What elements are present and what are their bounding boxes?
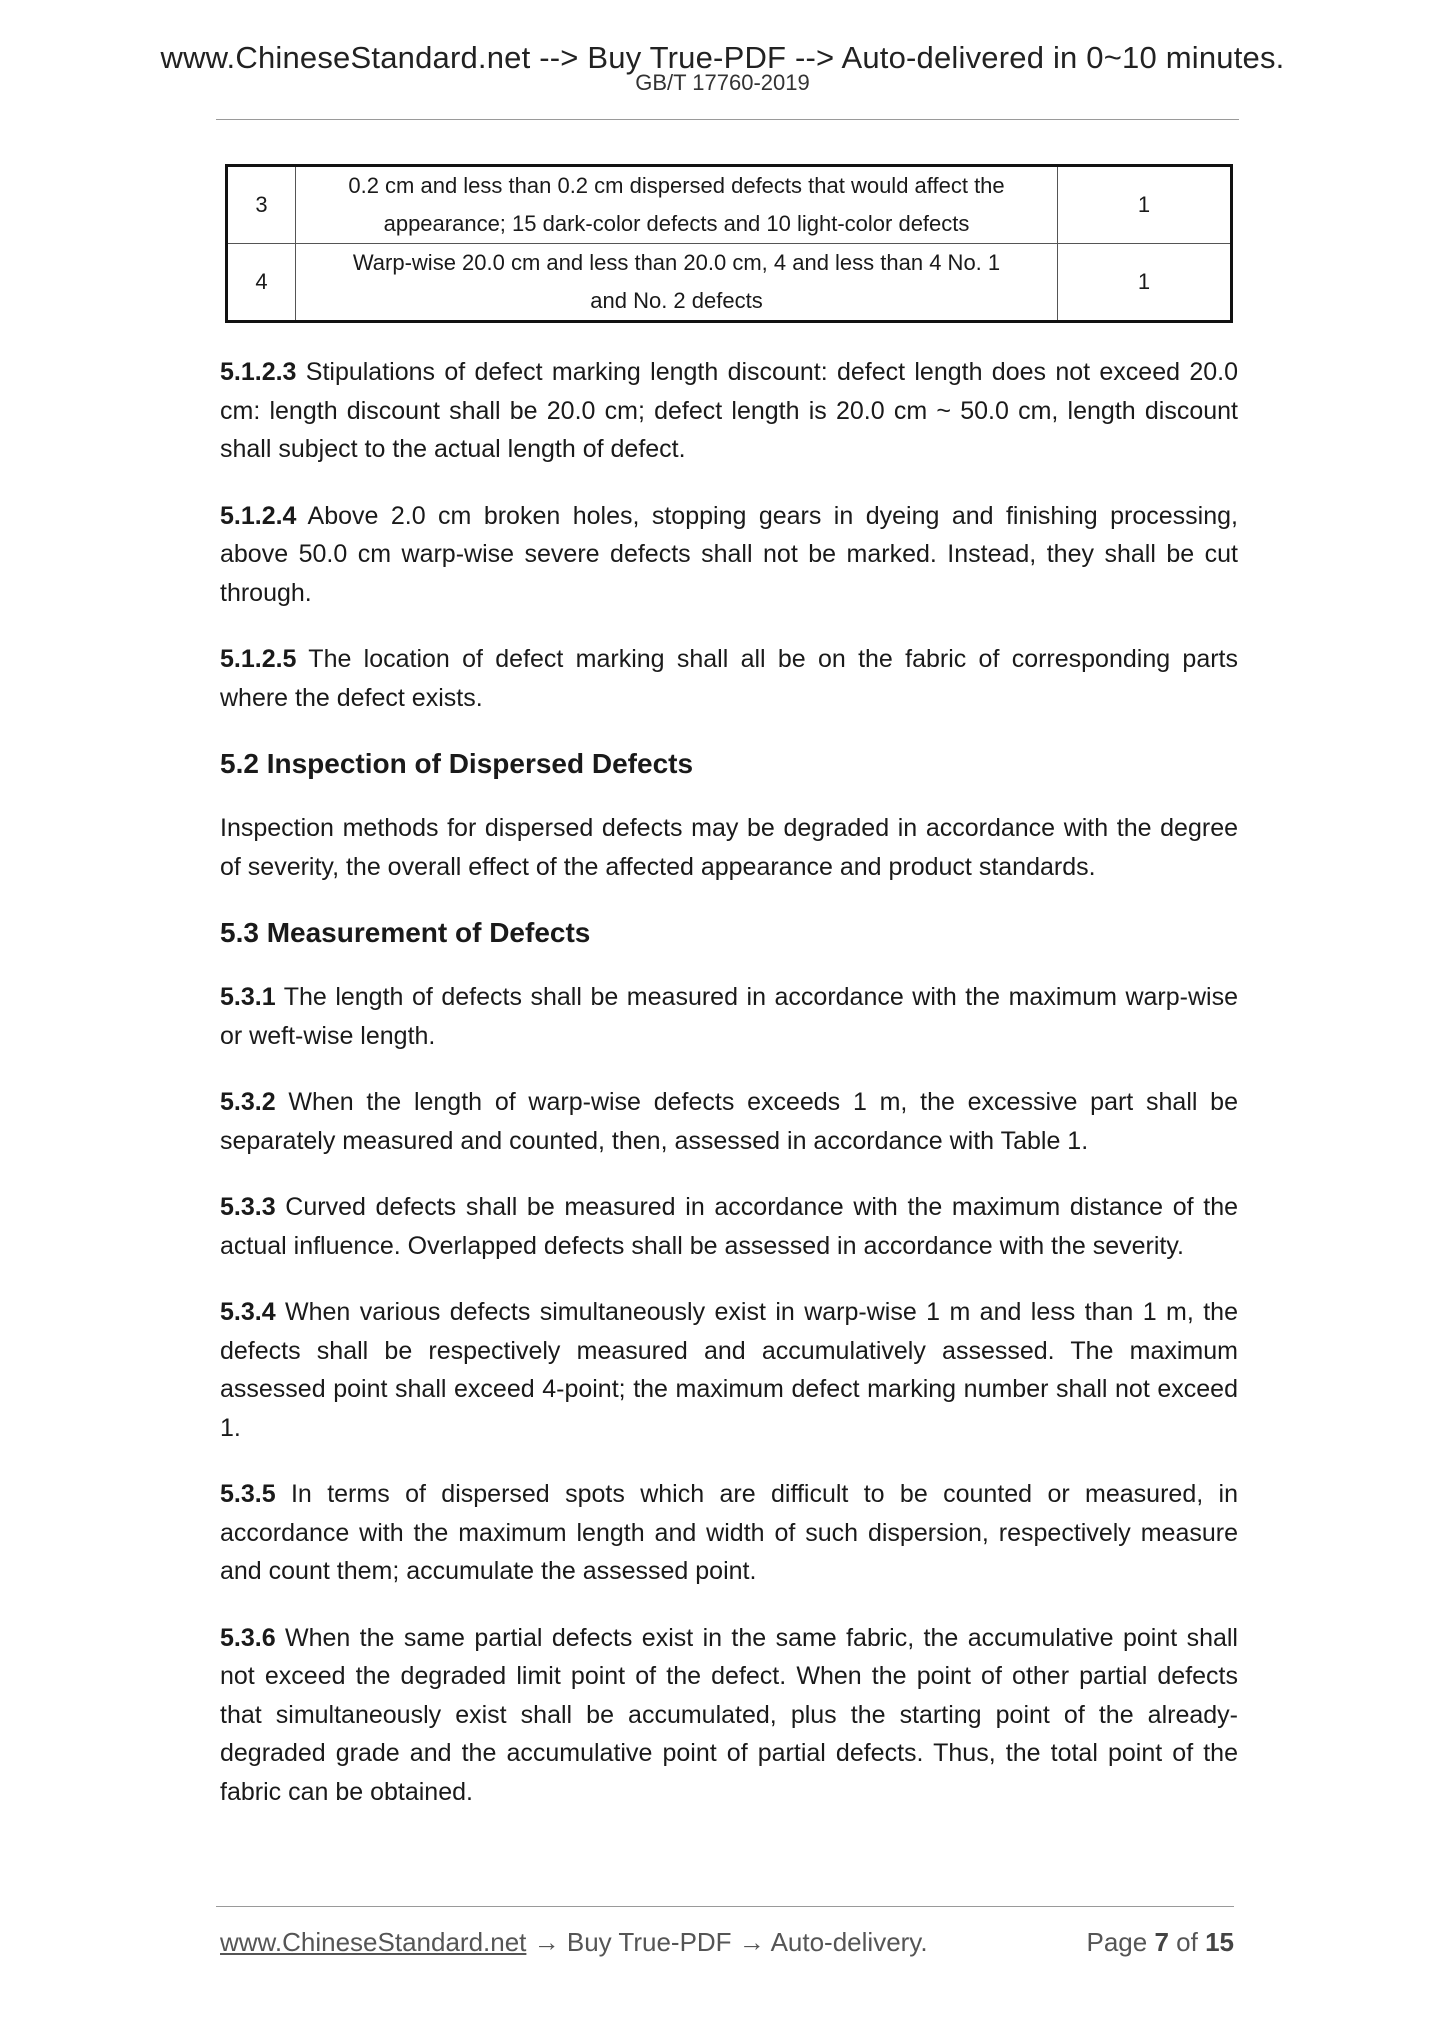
clause-number: 5.3.2 [220, 1088, 276, 1116]
clause-number: 5.1.2.5 [220, 645, 297, 673]
clause-text: In terms of dispersed spots which are difficult to be counted or measured, in accordance with the maximum length and width of such dispersion, respectively measure and count them; accumulate the assessed point. [220, 1480, 1238, 1585]
table-row [227, 244, 1232, 322]
page-indicator [1086, 1927, 1234, 1958]
desc-line: and No. 2 defects [590, 288, 763, 313]
page-of: of [1176, 1927, 1198, 1957]
clause-text: The location of defect marking shall all be on the fabric of corresponding parts where the defect exists. [220, 645, 1238, 712]
document-body [220, 353, 1238, 1839]
header-divider [216, 119, 1239, 120]
clause-number: 5.1.2.3 [220, 358, 297, 386]
desc-line: 0.2 cm and less than 0.2 cm dispersed defects that would affect the [348, 173, 1005, 198]
clause-text: The length of defects shall be measured in accordance with the maximum warp-wise or weft-wise length. [220, 983, 1238, 1050]
desc-line: Warp-wise 20.0 cm and less than 20.0 cm, 4 and less than 4 No. 1 [352, 250, 1001, 275]
clause-number: 5.3.6 [220, 1623, 276, 1652]
defect-table [225, 164, 1233, 323]
clause-number: 5.3.4 [220, 1298, 276, 1326]
section-heading-5-3: 5.3 Measurement of Defects [220, 917, 591, 948]
page-footer [220, 1927, 1234, 1963]
clause-number: 5.3.3 [220, 1193, 276, 1221]
clause-5-3-3 [220, 1188, 1238, 1265]
desc-line: appearance; 15 dark-color defects and 10 light-color defects [383, 211, 970, 236]
clause-5-1-2-5 [220, 640, 1238, 717]
footer-promo-text: → Buy True-PDF → Auto-delivery. [526, 1927, 928, 1957]
clause-number: 5.3.1 [220, 983, 276, 1011]
clause-text: Above 2.0 cm broken holes, stopping gears in dyeing and finishing processing, above 50.0 cm warp-wise severe defects shall not be marked. Instead, they shall be cut through. [220, 501, 1238, 607]
clause-5-3-5 [220, 1475, 1238, 1591]
footer-promo [220, 1927, 928, 1958]
row-description [296, 244, 1058, 322]
row-number: 3 [227, 166, 296, 244]
clause-text: When various defects simultaneously exist in warp-wise 1 m and less than 1 m, the defects shall be respectively measured and accumulatively assessed. The maximum assessed point shall exceed 4-point; the maximum defect marking number shall not exceed 1. [220, 1298, 1238, 1442]
clause-text: Stipulations of defect marking length discount: defect length does not exceed 20.0 cm: length discount shall be 20.0 cm; defect length is 20.0 cm ~ 50.0 cm, length discount shall subject to the actual length of defect. [220, 358, 1238, 463]
page-current: 7 [1154, 1927, 1169, 1957]
section-heading-5-2: 5.2 Inspection of Dispersed Defects [220, 748, 694, 779]
clause-text: When the same partial defects exist in the same fabric, the accumulative point shall not exceed the degraded limit point of the defect. When the point of other partial defects that simultaneously exist shall be accumulated, plus the starting point of the already-degraded grade and the accumulative point of partial defects. Thus, the total point of the fabric can be obtained. [220, 1623, 1238, 1806]
clause-number: 5.1.2.4 [220, 501, 297, 530]
clause-text: Curved defects shall be measured in accordance with the maximum distance of the actual influence. Overlapped defects shall be assessed in accordance with the severity. [220, 1193, 1238, 1260]
section-5-2-text: Inspection methods for dispersed defects may be degraded in accordance with the degree of severity, the overall effect of the affected appearance and product standards. [220, 814, 1238, 881]
row-description [296, 166, 1058, 244]
clause-5-1-2-3 [220, 353, 1238, 469]
clause-5-3-6 [220, 1619, 1238, 1812]
row-number: 4 [227, 244, 296, 322]
clause-text: When the length of warp-wise defects exceeds 1 m, the excessive part shall be separately measured and counted, then, assessed in accordance with Table 1. [220, 1088, 1238, 1155]
site-banner: www.ChineseStandard.net --> Buy True-PDF --> Auto-delivered in 0~10 minutes. [160, 40, 1285, 75]
row-points: 1 [1058, 166, 1232, 244]
table-row [227, 166, 1232, 244]
footer-site-link[interactable]: www.ChineseStandard.net [220, 1927, 527, 1957]
standard-code: GB/T 17760-2019 [635, 70, 810, 95]
clause-number: 5.3.5 [220, 1480, 276, 1508]
clause-5-3-4 [220, 1293, 1238, 1447]
page-label: Page [1086, 1927, 1148, 1957]
row-points: 1 [1058, 244, 1232, 322]
clause-5-3-2 [220, 1083, 1238, 1160]
footer-divider [216, 1906, 1234, 1907]
clause-5-1-2-4 [220, 497, 1238, 613]
clause-5-3-1 [220, 978, 1238, 1055]
page-total: 15 [1205, 1927, 1234, 1957]
